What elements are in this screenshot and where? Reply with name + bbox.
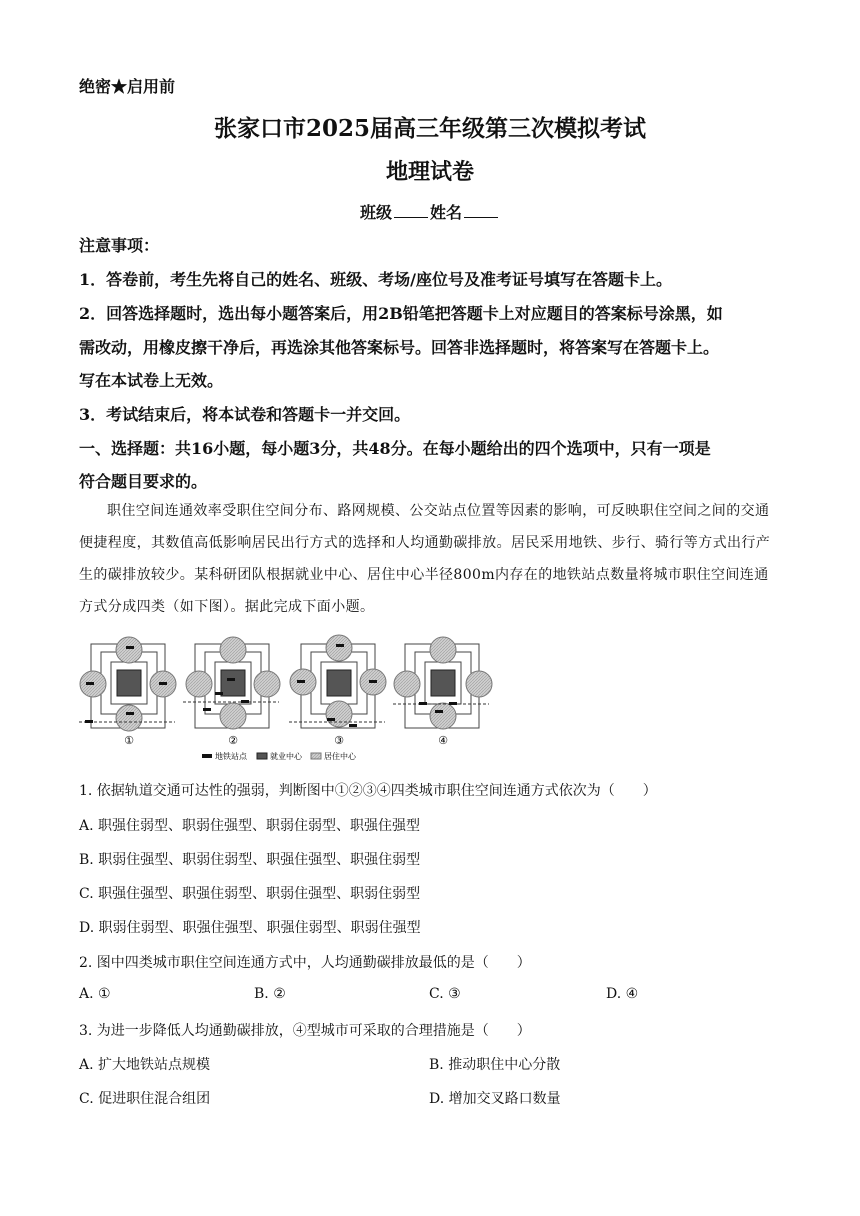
diagram-3 (289, 635, 386, 728)
note-item-3: 3．考试结束后，将本试卷和答题卡一并交回。 (79, 405, 411, 424)
legend-swatch-station (202, 754, 212, 758)
legend-swatch-employment (257, 753, 267, 759)
diagram-4 (393, 637, 492, 729)
diagram-label-4: ④ (438, 734, 448, 747)
exam-subject: 地理试卷 (385, 159, 474, 185)
diagram-label-1: ① (124, 734, 134, 747)
diagram-label-2: ② (228, 734, 238, 747)
reading-passage: 职住空间连通效率受职住空间分布、路网规模、公交站点位置等因素的影响，可反映职住空间之间的交通便捷程度，其数值高低影响居民出行方式的选择和人均通勤碳排放。居民采用地铁、步行、骑行等方式出行产生的碳排放较少。某科研团队根据就业中心、居住中心半径800m内存在的地铁站点数量将城市职住空间连通方式分成四类（如下图）。据此完成下面小题。 (79, 503, 771, 615)
legend-label-station: 地铁站点 (215, 752, 247, 761)
section-heading-line-1: 一、选择题：共16小题，每小题3分，共48分。在每小题给出的四个选项中，只有一项是 (79, 439, 711, 458)
question-2-option-b[interactable]: B. ② (254, 986, 286, 1002)
commute-type-figure (77, 630, 497, 770)
question-2-option-c[interactable]: C. ③ (429, 986, 461, 1002)
question-3-stem: 3. 为进一步降低人均通勤碳排放，④型城市可采取的合理措施是（ ） (79, 1023, 531, 1039)
class-name-line (0, 200, 860, 223)
question-3-option-a[interactable]: A. 扩大地铁站点规模 (79, 1057, 211, 1073)
question-1-option-d[interactable]: D. 职弱住弱型、职强住强型、职强住弱型、职弱住强型 (79, 920, 421, 936)
legend-label-employment: 就业中心 (270, 752, 302, 761)
diagram-1 (79, 637, 176, 731)
note-item-1: 1．答卷前，考生先将自己的姓名、班级、考场/座位号及准考证号填写在答题卡上。 (79, 270, 672, 289)
diagram-label-3: ③ (334, 734, 344, 747)
section-heading-line-2: 符合题目要求的。 (79, 472, 208, 491)
figure-legend (202, 751, 357, 761)
note-item-2-line-3: 写在本试卷上无效。 (79, 371, 224, 390)
diagram-2 (183, 637, 280, 729)
question-1-option-b[interactable]: B. 职弱住强型、职弱住弱型、职强住强型、职强住弱型 (79, 852, 421, 868)
question-2-option-d[interactable]: D. ④ (606, 986, 639, 1002)
name-label: 姓名 (430, 203, 463, 222)
question-3-option-c[interactable]: C. 促进职住混合组团 (79, 1091, 211, 1107)
question-1-option-a[interactable]: A. 职强住弱型、职弱住强型、职弱住弱型、职强住强型 (79, 818, 421, 834)
question-2-stem: 2. 图中四类城市职住空间连通方式中，人均通勤碳排放最低的是（ ） (79, 955, 531, 971)
note-item-2-line-1: 2．回答选择题时，选出每小题答案后，用2B铅笔把答题卡上对应题目的答案标号涂黑，如 (79, 304, 723, 323)
question-3-option-d[interactable]: D. 增加交叉路口数量 (429, 1091, 561, 1107)
question-1-option-c[interactable]: C. 职强住强型、职强住弱型、职弱住强型、职弱住弱型 (79, 886, 421, 902)
confidential-mark: 绝密★启用前 (79, 77, 176, 96)
class-label: 班级 (359, 203, 392, 222)
name-blank (464, 203, 498, 218)
exam-title: 张家口市2025届高三年级第三次模拟考试 (213, 115, 646, 142)
legend-swatch-residence (311, 753, 321, 759)
question-1-stem: 1. 依据轨道交通可达性的强弱，判断图中①②③④四类城市职住空间连通方式依次为（ ） (79, 783, 657, 799)
legend-label-residence: 居住中心 (324, 752, 356, 761)
question-3-option-b[interactable]: B. 推动职住中心分散 (429, 1057, 561, 1073)
class-blank (394, 203, 428, 218)
note-item-2-line-2: 需改动，用橡皮擦干净后，再选涂其他答案标号。回答非选择题时，将答案写在答题卡上。 (79, 338, 720, 357)
notes-heading: 注意事项： (79, 236, 160, 255)
question-2-option-a[interactable]: A. ① (79, 986, 111, 1002)
